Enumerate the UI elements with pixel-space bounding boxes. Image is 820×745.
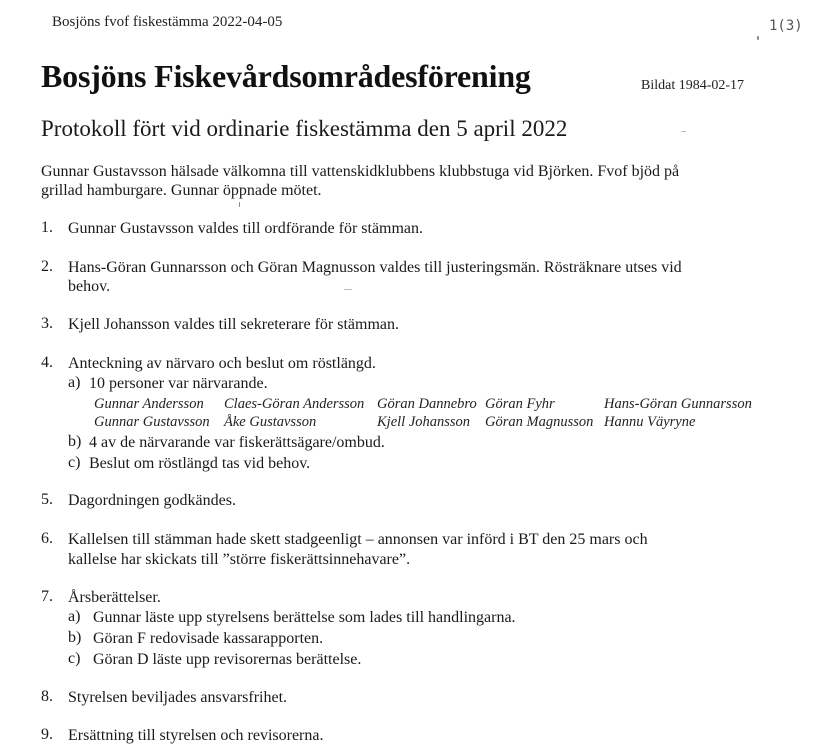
item-7b-text: Göran F redovisade kassarapporten. <box>93 630 324 647</box>
protocol-subtitle: Protokoll fört vid ordinarie fiskestämma den 5 april 2022 <box>41 116 568 141</box>
item-7a-label: a) <box>68 608 81 625</box>
item-7b-label: b) <box>68 629 82 646</box>
item-2-text-line-2: behov. <box>68 278 111 295</box>
item-4c-text: Beslut om röstlängd tas vid behov. <box>89 455 311 472</box>
attendee-name: Gunnar Gustavsson <box>94 414 210 430</box>
scan-speck <box>681 131 686 132</box>
intro-line-1: Gunnar Gustavsson hälsade välkomna till vattenskidklubbens klubbstuga vid Björken. Fvof bjöd på <box>41 163 680 180</box>
item-4a-label: a) <box>68 374 81 391</box>
attendee-name: Åke Gustavsson <box>224 414 317 430</box>
scan-speck <box>344 289 352 290</box>
scan-speck <box>239 202 240 207</box>
attendee-name: Göran Fyhr <box>485 396 555 412</box>
item-4-number: 4. <box>41 354 53 371</box>
item-6-text-line-2: kallelse har skickats till ”större fiskerättsinnehavare”. <box>68 551 411 568</box>
attendee-name: Kjell Johansson <box>377 414 471 430</box>
item-4-text: Anteckning av närvaro och beslut om röstlängd. <box>68 355 376 372</box>
item-7-number: 7. <box>41 588 53 605</box>
item-7a-text: Gunnar läste upp styrelsens berättelse som lades till handlingarna. <box>93 609 516 626</box>
attendee-name: Göran Dannebro <box>377 396 477 412</box>
attendee-name: Göran Magnusson <box>485 414 594 430</box>
item-1-number: 1. <box>41 219 53 236</box>
item-5-text: Dagordningen godkändes. <box>68 492 236 509</box>
item-4b-text: 4 av de närvarande var fiskerättsägare/ombud. <box>89 434 385 451</box>
item-4c-label: c) <box>68 454 81 471</box>
intro-line-2: grillad hamburgare. Gunnar öppnade mötet. <box>41 182 322 199</box>
item-4b-label: b) <box>68 433 82 450</box>
attendee-name: Hans-Göran Gunnarsson <box>604 396 752 412</box>
item-2-number: 2. <box>41 258 53 275</box>
attendee-name: Gunnar Andersson <box>94 396 204 412</box>
document-reference: Bosjöns fvof fiskestämma 2022-04-05 <box>52 14 283 30</box>
item-2-text-line-1: Hans-Göran Gunnarsson och Göran Magnusson valdes till justeringsmän. Rösträknare utses vid <box>68 259 682 276</box>
item-7c-label: c) <box>68 650 81 667</box>
item-3-text: Kjell Johansson valdes till sekreterare för stämman. <box>68 316 400 333</box>
item-6-number: 6. <box>41 530 53 547</box>
item-5-number: 5. <box>41 491 53 508</box>
item-8-number: 8. <box>41 688 53 705</box>
item-9-number: 9. <box>41 726 53 743</box>
attendee-name: Claes-Göran Andersson <box>224 396 365 412</box>
founded-date: Bildat 1984-02-17 <box>641 78 745 93</box>
scan-speck <box>757 36 759 40</box>
attendee-name: Hannu Väyryne <box>604 414 696 430</box>
item-6-text-line-1: Kallelsen till stämman hade skett stadgeenligt – annonsen var införd i BT den 25 mars och <box>68 531 648 548</box>
item-1-text: Gunnar Gustavsson valdes till ordförande för stämman. <box>68 220 424 237</box>
item-3-number: 3. <box>41 315 53 332</box>
item-8-text: Styrelsen beviljades ansvarsfrihet. <box>68 689 288 706</box>
item-7c-text: Göran D läste upp revisorernas berättelse. <box>93 651 362 668</box>
item-9-text: Ersättning till styrelsen och revisorerna. <box>68 727 324 744</box>
item-4a-text: 10 personer var närvarande. <box>89 375 268 392</box>
page-number: 1(3) <box>769 18 803 34</box>
item-7-text: Årsberättelser. <box>68 589 161 606</box>
organization-title: Bosjöns Fiskevårdsområdesförening <box>41 58 531 94</box>
